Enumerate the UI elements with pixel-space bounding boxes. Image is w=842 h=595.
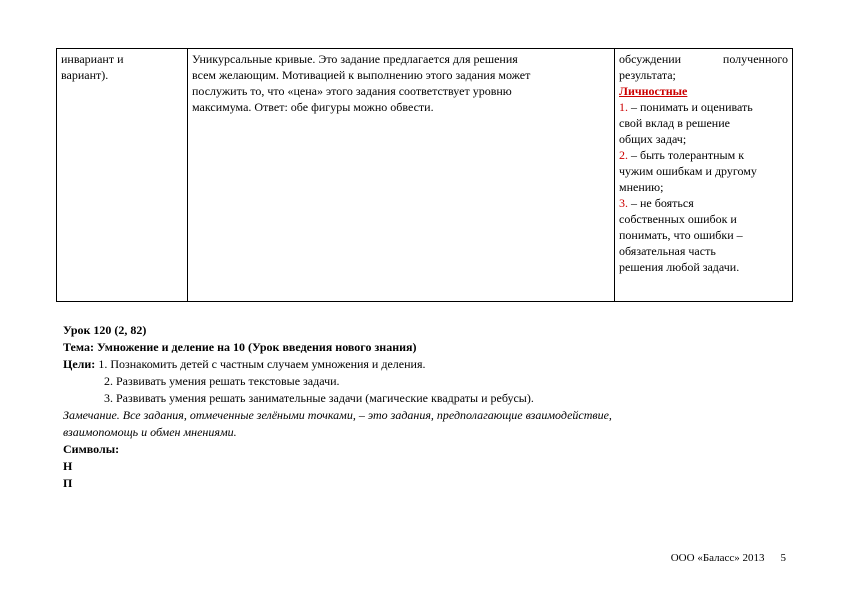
- cell-text-line: мнению;: [619, 180, 664, 194]
- cell-text-line: послужить то, что «цена» этого задания соответствует уровню: [192, 84, 512, 98]
- lesson-note-line: взаимопомощь и обмен мнениями.: [63, 425, 237, 439]
- cell-text-line: собственных ошибок и: [619, 212, 737, 226]
- cell-text-line: всем желающим. Мотивацией к выполнению этого задания может: [192, 68, 531, 82]
- list-item: [619, 195, 788, 211]
- list-item: [619, 147, 788, 163]
- cell-text-line: понимать, что ошибки –: [619, 228, 743, 242]
- item-text: – понимать и оценивать: [628, 100, 753, 114]
- goal-text: 1. Познакомить детей с частным случаем умножения и деления.: [95, 357, 426, 371]
- lesson-table: [56, 48, 793, 302]
- item-number: 1.: [619, 100, 628, 114]
- list-item: [619, 99, 788, 115]
- cell-text-line: решения любой задачи.: [619, 260, 740, 274]
- topic-label: Тема: [63, 340, 90, 354]
- page-number: 5: [780, 552, 786, 564]
- topic-text: : Умножение и деление на 10 (Урок введения нового знания): [89, 340, 417, 354]
- table-row: [57, 49, 793, 302]
- cell-text-line: общих задач;: [619, 132, 687, 146]
- lesson-section: [63, 322, 783, 492]
- cell-text-line: вариант).: [61, 68, 109, 82]
- cell-text-line: обязательная часть: [619, 244, 716, 258]
- goals-label: Цели:: [63, 357, 96, 371]
- lesson-goal: 3. Развивать умения решать занимательные задачи (магические квадраты и ребусы).: [104, 391, 534, 405]
- lesson-goal: 2. Развивать умения решать текстовые задачи.: [104, 374, 340, 388]
- table-cell-right: [615, 49, 793, 302]
- symbols-label: Символы:: [63, 442, 120, 456]
- lesson-goal: [63, 356, 783, 373]
- item-text: – быть толерантным к: [628, 148, 745, 162]
- cell-text-line: результата;: [619, 68, 676, 82]
- symbol-item: П: [63, 476, 73, 490]
- table-cell-left: [57, 49, 188, 302]
- cell-text-line: инвариант и: [61, 52, 124, 66]
- item-text: – не бояться: [628, 196, 694, 210]
- symbol-item: Н: [63, 459, 73, 473]
- cell-text-line: чужим ошибкам и другому: [619, 164, 757, 178]
- cell-text-line: максимума. Ответ: обе фигуры можно обвести.: [192, 100, 434, 114]
- item-number: 3.: [619, 196, 628, 210]
- item-number: 2.: [619, 148, 628, 162]
- footer-company: ООО «Баласс» 2013: [670, 552, 765, 564]
- page-footer: [671, 551, 786, 565]
- section-heading-personal: Личностные: [619, 84, 688, 98]
- cell-text-line: обсуждении полученного: [619, 52, 788, 66]
- cell-text-line: свой вклад в решение: [619, 116, 730, 130]
- lesson-topic: [63, 339, 783, 356]
- lesson-note-line: Замечание. Все задания, отмеченные зелёными точками, – это задания, предполагающие взаимодействие,: [63, 408, 612, 422]
- cell-text-line: Уникурсальные кривые. Это задание предлагается для решения: [192, 52, 518, 66]
- table-cell-middle: [188, 49, 615, 302]
- lesson-title: Урок 120 (2, 82): [63, 323, 147, 337]
